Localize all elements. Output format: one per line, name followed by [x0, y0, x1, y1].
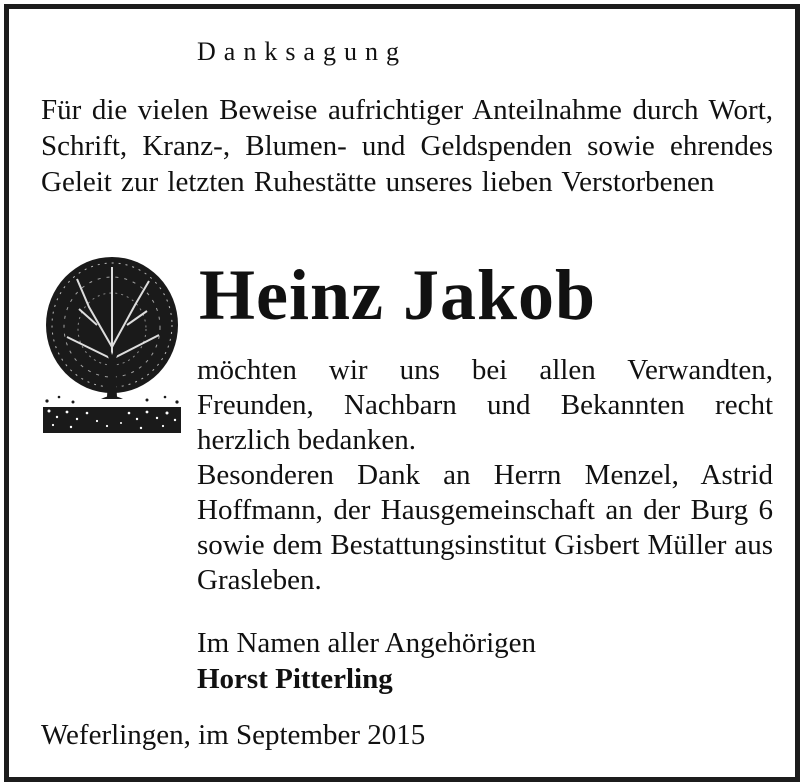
intro-paragraph: Für die vielen Beweise aufrichtiger Anteilnahme durch Wort, Schrift, Kranz-, Blumen- und Geldspenden sowie ehrendes Geleit zur letzten Ruhestätte unseres lieben Verstorbenen [41, 94, 773, 198]
notice-heading: Danksagung [197, 37, 407, 66]
place-date: Weferlingen, im September 2015 [41, 719, 426, 751]
signer-name: Horst Pitterling [197, 663, 393, 695]
closing-line: Im Namen aller Angehörigen [197, 627, 537, 659]
deceased-name: Heinz Jakob [199, 255, 597, 335]
thanks-text-block [197, 353, 773, 598]
obituary-card [4, 4, 800, 782]
thanks-paragraph: möchten wir uns bei allen Verwandten, Freunden, Nachbarn und Bekannten recht herzlich bedanken. [197, 354, 773, 456]
tree-icon [37, 247, 187, 439]
special-thanks-paragraph: Besonderen Dank an Herrn Menzel, Astrid Hoffmann, der Hausgemeinschaft an der Burg 6 sowie dem Bestattungsinstitut Gisbert Müller aus Grasleben. [197, 459, 773, 596]
closing-block [197, 625, 536, 697]
